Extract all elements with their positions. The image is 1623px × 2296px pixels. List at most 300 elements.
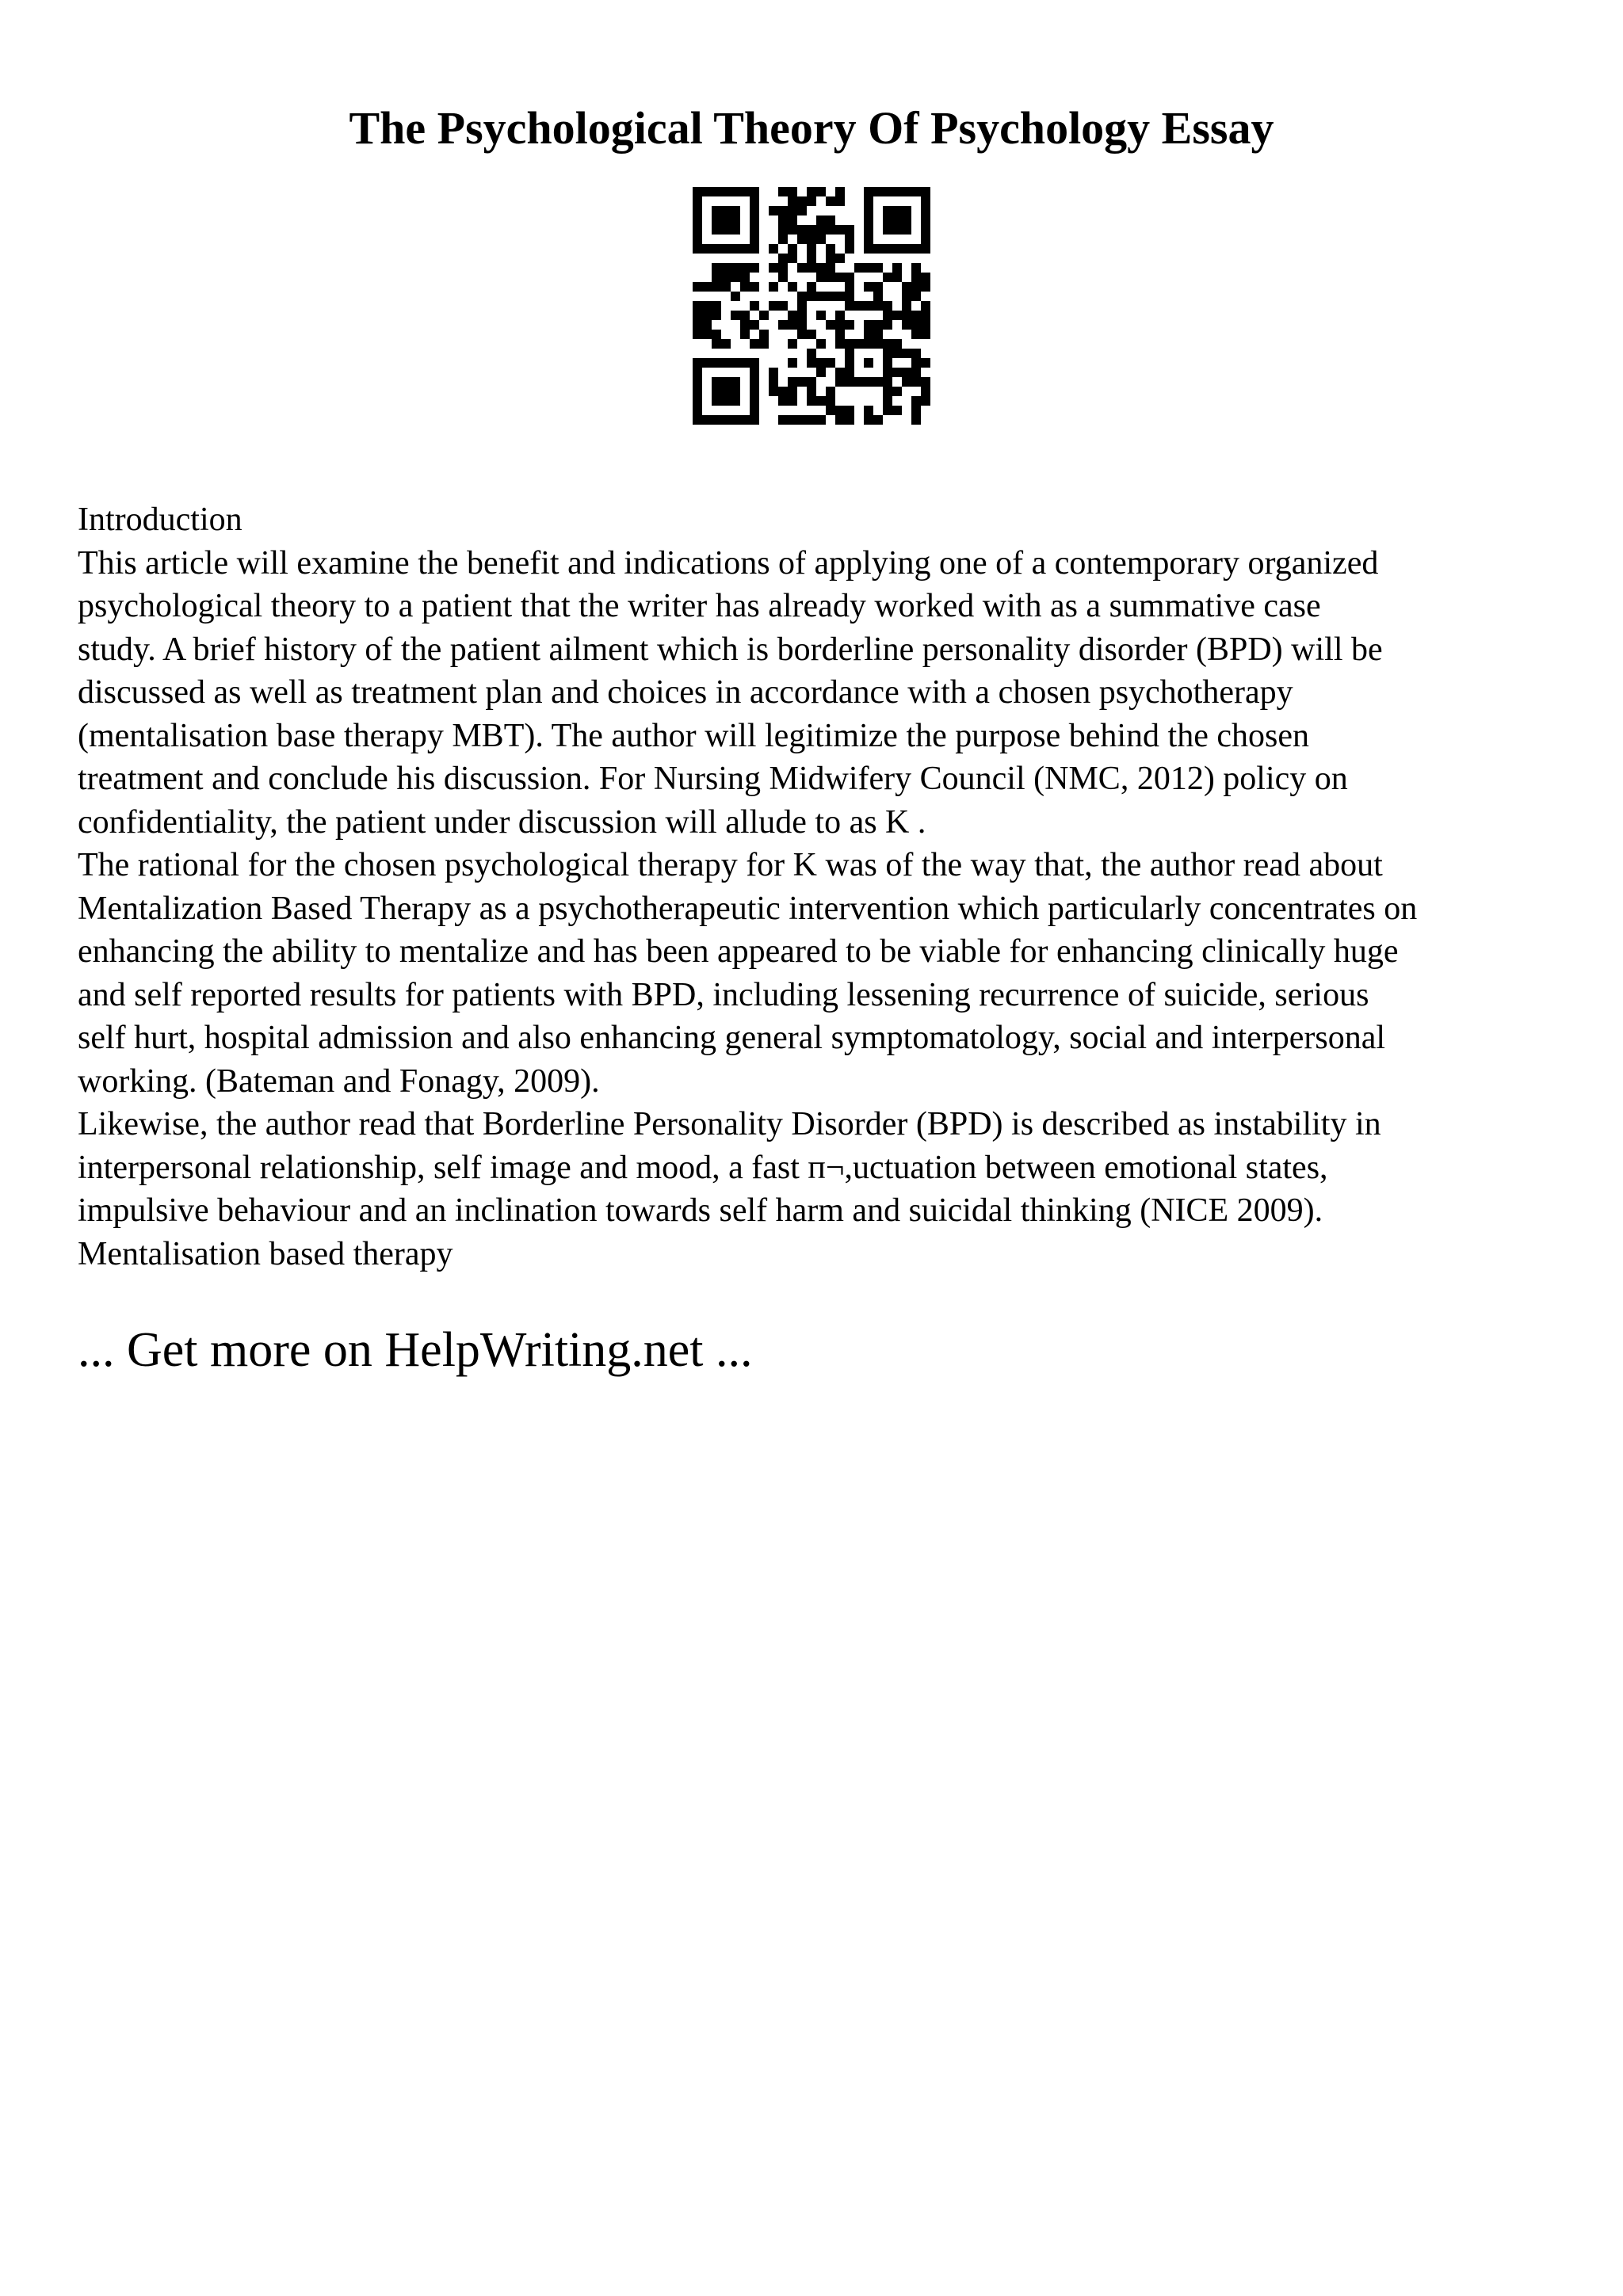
qr-module	[807, 358, 816, 368]
qr-module	[797, 196, 807, 206]
qr-module	[750, 415, 759, 425]
qr-module	[854, 301, 864, 311]
qr-module	[740, 263, 750, 273]
qr-module	[892, 311, 902, 320]
get-more-link[interactable]: ... Get more on HelpWriting.net ...	[78, 1323, 753, 1377]
qr-module	[778, 301, 788, 311]
qr-module	[864, 187, 873, 196]
qr-module	[778, 235, 788, 244]
qr-module	[712, 396, 721, 406]
qr-module	[816, 396, 826, 406]
qr-module	[902, 215, 911, 225]
qr-module	[807, 225, 816, 235]
qr-module	[883, 206, 892, 215]
qr-module	[693, 244, 702, 254]
qr-module	[778, 206, 788, 215]
qr-module	[921, 396, 930, 406]
qr-module	[721, 415, 731, 425]
qr-module	[826, 406, 835, 415]
qr-module	[883, 225, 892, 235]
qr-module	[721, 187, 731, 196]
qr-module	[873, 330, 883, 339]
qr-module	[873, 339, 883, 349]
qr-module	[769, 244, 778, 254]
qr-module	[807, 254, 816, 263]
qr-module	[797, 235, 807, 244]
qr-module	[721, 244, 731, 254]
qr-module	[883, 377, 892, 387]
qr-module	[921, 320, 930, 330]
qr-module	[693, 235, 702, 244]
qr-module	[864, 196, 873, 206]
qr-module	[835, 196, 845, 206]
qr-module	[769, 206, 778, 215]
qr-module	[788, 225, 797, 235]
qr-module	[835, 339, 845, 349]
qr-module	[750, 396, 759, 406]
qr-module	[693, 196, 702, 206]
qr-module	[712, 358, 721, 368]
qr-module	[778, 263, 788, 273]
qr-module	[911, 396, 921, 406]
qr-module	[835, 377, 845, 387]
qr-module	[769, 263, 778, 273]
qr-module	[816, 311, 826, 320]
qr-module	[702, 187, 712, 196]
qr-module	[702, 358, 712, 368]
qr-module	[750, 282, 759, 292]
qr-module	[845, 349, 854, 358]
qr-module	[788, 358, 797, 368]
qr-module	[864, 406, 873, 415]
qr-module	[721, 215, 731, 225]
qr-module	[816, 415, 826, 425]
qr-module	[854, 263, 864, 273]
qr-module	[807, 263, 816, 273]
qr-module	[778, 254, 788, 263]
qr-module	[816, 339, 826, 349]
qr-module	[816, 368, 826, 377]
text-line: Likewise, the author read that Borderline Personality Disorder (BPD) is described as instability in	[78, 1106, 1381, 1142]
qr-module	[826, 254, 835, 263]
qr-module	[845, 320, 854, 330]
qr-module	[864, 339, 873, 349]
text-line: working. (Bateman and Fonagy, 2009).	[78, 1062, 600, 1100]
qr-module	[892, 406, 902, 415]
qr-module	[845, 235, 854, 244]
qr-module	[892, 339, 902, 349]
qr-module	[911, 415, 921, 425]
qr-module	[721, 387, 731, 396]
qr-module	[835, 273, 845, 282]
qr-module	[883, 273, 892, 282]
qr-module	[712, 339, 721, 349]
qr-module	[873, 263, 883, 273]
qr-module	[693, 320, 702, 330]
qr-module	[921, 330, 930, 339]
qr-module	[807, 282, 816, 292]
qr-module	[892, 215, 902, 225]
qr-module	[911, 273, 921, 282]
qr-module	[740, 330, 750, 339]
qr-module	[740, 282, 750, 292]
qr-module	[731, 377, 740, 387]
qr-module	[883, 339, 892, 349]
qr-module	[921, 225, 930, 235]
qr-module	[902, 349, 911, 358]
qr-module	[854, 377, 864, 387]
qr-module	[712, 244, 721, 254]
qr-module	[721, 206, 731, 215]
qr-module	[797, 225, 807, 235]
qr-module	[864, 225, 873, 235]
qr-module	[778, 225, 788, 235]
qr-module	[845, 377, 854, 387]
qr-module	[721, 358, 731, 368]
qr-module	[740, 273, 750, 282]
qr-module	[702, 311, 712, 320]
qr-module	[826, 244, 835, 254]
qr-module	[702, 301, 712, 311]
qr-module	[807, 330, 816, 339]
qr-module	[750, 225, 759, 235]
qr-module	[712, 311, 721, 320]
qr-module	[750, 215, 759, 225]
qr-module	[740, 320, 750, 330]
qr-module	[835, 225, 845, 235]
qr-module	[911, 292, 921, 301]
qr-module	[826, 263, 835, 273]
qr-module	[911, 330, 921, 339]
text-line: This article will examine the benefit and indications of applying one of a contemporary organized	[78, 544, 1379, 582]
qr-module	[835, 368, 845, 377]
qr-module	[892, 387, 902, 396]
qr-module	[892, 273, 902, 282]
qr-module	[921, 358, 930, 368]
qr-module	[921, 282, 930, 292]
qr-module	[731, 187, 740, 196]
qr-module	[873, 187, 883, 196]
qr-module	[902, 225, 911, 235]
qr-module	[845, 368, 854, 377]
qr-module	[892, 206, 902, 215]
qr-module	[731, 225, 740, 235]
qr-module	[873, 282, 883, 292]
qr-module	[769, 387, 778, 396]
qr-module	[873, 415, 883, 425]
qr-module	[816, 292, 826, 301]
qr-module	[807, 244, 816, 254]
qr-module	[845, 301, 854, 311]
qr-module	[693, 387, 702, 396]
qr-module	[702, 415, 712, 425]
qr-module	[807, 292, 816, 301]
qr-module	[826, 215, 835, 225]
qr-module	[731, 415, 740, 425]
qr-module	[788, 254, 797, 263]
qr-module	[892, 244, 902, 254]
qr-module	[902, 368, 911, 377]
qr-module	[864, 301, 873, 311]
qr-module	[816, 273, 826, 282]
qr-module	[712, 263, 721, 273]
qr-module	[807, 377, 816, 387]
qr-module	[902, 301, 911, 311]
qr-module	[759, 339, 769, 349]
qr-module	[702, 320, 712, 330]
qr-module	[835, 311, 845, 320]
text-line: study. A brief history of the patient ailment which is borderline personality disorder (BPD) will be	[78, 631, 1383, 668]
qr-module	[883, 387, 892, 396]
qr-module	[911, 368, 921, 377]
qr-module	[797, 415, 807, 425]
qr-module	[693, 396, 702, 406]
qr-module	[845, 292, 854, 301]
qr-module	[712, 187, 721, 196]
qr-module	[778, 396, 788, 406]
qr-module	[750, 206, 759, 215]
text-line: impulsive behaviour and an inclination towards self harm and suicidal thinking (NICE 2009).	[78, 1192, 1323, 1229]
qr-module	[864, 330, 873, 339]
text-line: Mentalisation based therapy	[78, 1235, 453, 1272]
qr-module	[835, 320, 845, 330]
qr-module	[721, 263, 731, 273]
qr-module	[873, 320, 883, 330]
qr-module	[911, 320, 921, 330]
qr-module	[921, 215, 930, 225]
qr-module	[921, 273, 930, 282]
qr-module	[835, 415, 845, 425]
qr-module	[740, 358, 750, 368]
qr-module	[826, 273, 835, 282]
qr-module	[759, 330, 769, 339]
qr-module	[854, 339, 864, 349]
qr-module	[693, 368, 702, 377]
qr-module	[750, 320, 759, 330]
qr-module	[721, 339, 731, 349]
qr-module	[902, 377, 911, 387]
qr-module	[693, 187, 702, 196]
qr-module	[750, 368, 759, 377]
qr-module	[902, 320, 911, 330]
qr-module	[721, 396, 731, 406]
qr-module	[845, 273, 854, 282]
qr-module	[712, 273, 721, 282]
qr-module	[797, 320, 807, 330]
qr-module	[835, 292, 845, 301]
qr-module	[778, 320, 788, 330]
qr-module	[807, 387, 816, 396]
qr-module	[778, 273, 788, 282]
qr-module	[731, 358, 740, 368]
qr-module	[740, 311, 750, 320]
qr-module	[921, 196, 930, 206]
qr-module	[769, 282, 778, 292]
qr-module	[902, 187, 911, 196]
qr-module	[921, 187, 930, 196]
qr-module	[883, 368, 892, 377]
qr-module	[693, 415, 702, 425]
qr-module	[826, 292, 835, 301]
text-line: self hurt, hospital admission and also enhancing general symptomatology, social and interpersonal	[78, 1020, 1386, 1056]
qr-module	[835, 406, 845, 415]
qr-module	[892, 368, 902, 377]
qr-module	[826, 320, 835, 330]
qr-module	[816, 225, 826, 235]
qr-module	[921, 235, 930, 244]
qr-module	[750, 377, 759, 387]
text-line: interpersonal relationship, self image and mood, a fast п¬,uctuation between emotional states,	[78, 1149, 1328, 1186]
qr-module	[731, 244, 740, 254]
qr-module	[712, 206, 721, 215]
qr-module	[864, 206, 873, 215]
qr-module	[712, 301, 721, 311]
qr-module	[921, 301, 930, 311]
qr-module	[769, 368, 778, 377]
qr-module	[693, 282, 702, 292]
qr-module	[911, 282, 921, 292]
qr-module	[731, 396, 740, 406]
qr-module	[921, 206, 930, 215]
qr-module	[778, 215, 788, 225]
qr-module	[892, 187, 902, 196]
qr-module	[788, 282, 797, 292]
qr-module	[845, 339, 854, 349]
qr-module	[864, 415, 873, 425]
qr-module	[712, 225, 721, 235]
qr-module	[816, 358, 826, 368]
qr-module	[693, 301, 702, 311]
qr-module	[826, 196, 835, 206]
qr-module	[750, 235, 759, 244]
text-line: confidentiality, the patient under discussion will allude to as K .	[78, 803, 926, 841]
qr-module	[721, 225, 731, 235]
qr-module	[883, 358, 892, 368]
qr-code-icon[interactable]	[693, 187, 930, 425]
qr-module	[788, 206, 797, 215]
qr-module	[864, 215, 873, 225]
qr-module	[873, 244, 883, 254]
qr-module	[693, 215, 702, 225]
qr-module	[816, 263, 826, 273]
text-line: psychological theory to a patient that the writer has already worked with as a summative case	[78, 588, 1321, 624]
qr-module	[702, 244, 712, 254]
qr-module	[731, 206, 740, 215]
qr-module	[864, 244, 873, 254]
text-line: Mentalization Based Therapy as a psychotherapeutic intervention which particularly concentrates on	[78, 890, 1418, 927]
qr-module	[759, 311, 769, 320]
qr-module	[731, 273, 740, 282]
qr-module	[864, 263, 873, 273]
qr-module	[883, 396, 892, 406]
qr-module	[911, 311, 921, 320]
qr-module	[788, 415, 797, 425]
qr-module	[797, 377, 807, 387]
qr-module	[873, 377, 883, 387]
qr-module	[845, 358, 854, 368]
qr-module	[750, 196, 759, 206]
qr-module	[807, 196, 816, 206]
qr-module	[883, 311, 892, 320]
qr-module	[702, 282, 712, 292]
qr-module	[750, 263, 759, 273]
qr-module	[883, 406, 892, 415]
qr-module	[721, 273, 731, 282]
qr-module	[750, 387, 759, 396]
text-line: enhancing the ability to mentalize and has been appeared to be viable for enhancing clinically huge	[78, 933, 1399, 970]
qr-module	[712, 415, 721, 425]
body-text	[78, 498, 1575, 1276]
qr-module	[921, 311, 930, 320]
qr-module	[797, 311, 807, 320]
qr-module	[902, 282, 911, 292]
qr-module	[721, 377, 731, 387]
qr-module	[750, 358, 759, 368]
qr-module	[835, 330, 845, 339]
qr-module	[693, 311, 702, 320]
qr-module	[845, 415, 854, 425]
qr-module	[788, 196, 797, 206]
qr-module	[740, 415, 750, 425]
qr-module	[731, 215, 740, 225]
qr-module	[845, 406, 854, 415]
qr-module	[797, 330, 807, 339]
qr-module	[902, 244, 911, 254]
qr-module	[911, 377, 921, 387]
qr-module	[778, 415, 788, 425]
qr-module	[788, 311, 797, 320]
document-title: The Psychological Theory Of Psychology Essay	[349, 102, 1274, 154]
qr-module	[788, 215, 797, 225]
qr-module	[807, 187, 816, 196]
qr-module	[750, 244, 759, 254]
qr-module	[807, 396, 816, 406]
qr-module	[864, 358, 873, 368]
qr-module	[750, 339, 759, 349]
qr-module	[921, 244, 930, 254]
qr-module	[788, 387, 797, 396]
qr-module	[797, 292, 807, 301]
text-line: (mentalisation base therapy MBT). The author will legitimize the purpose behind the chosen	[78, 717, 1309, 754]
qr-module	[693, 206, 702, 215]
qr-module	[788, 187, 797, 196]
qr-module	[864, 282, 873, 292]
qr-module	[826, 358, 835, 368]
qr-module	[883, 187, 892, 196]
qr-module	[845, 225, 854, 235]
qr-module	[740, 244, 750, 254]
qr-module	[845, 282, 854, 292]
qr-module	[807, 235, 816, 244]
qr-module	[721, 282, 731, 292]
qr-module	[769, 301, 778, 311]
qr-module	[816, 235, 826, 244]
qr-module	[911, 263, 921, 273]
qr-module	[864, 235, 873, 244]
qr-module	[864, 377, 873, 387]
qr-module	[873, 301, 883, 311]
qr-module	[892, 349, 902, 358]
qr-module	[911, 244, 921, 254]
qr-module	[807, 349, 816, 358]
qr-module	[883, 215, 892, 225]
qr-module	[816, 187, 826, 196]
qr-module	[731, 292, 740, 301]
qr-module	[883, 349, 892, 358]
qr-module	[826, 396, 835, 406]
qr-module	[778, 187, 788, 196]
qr-module	[693, 358, 702, 368]
